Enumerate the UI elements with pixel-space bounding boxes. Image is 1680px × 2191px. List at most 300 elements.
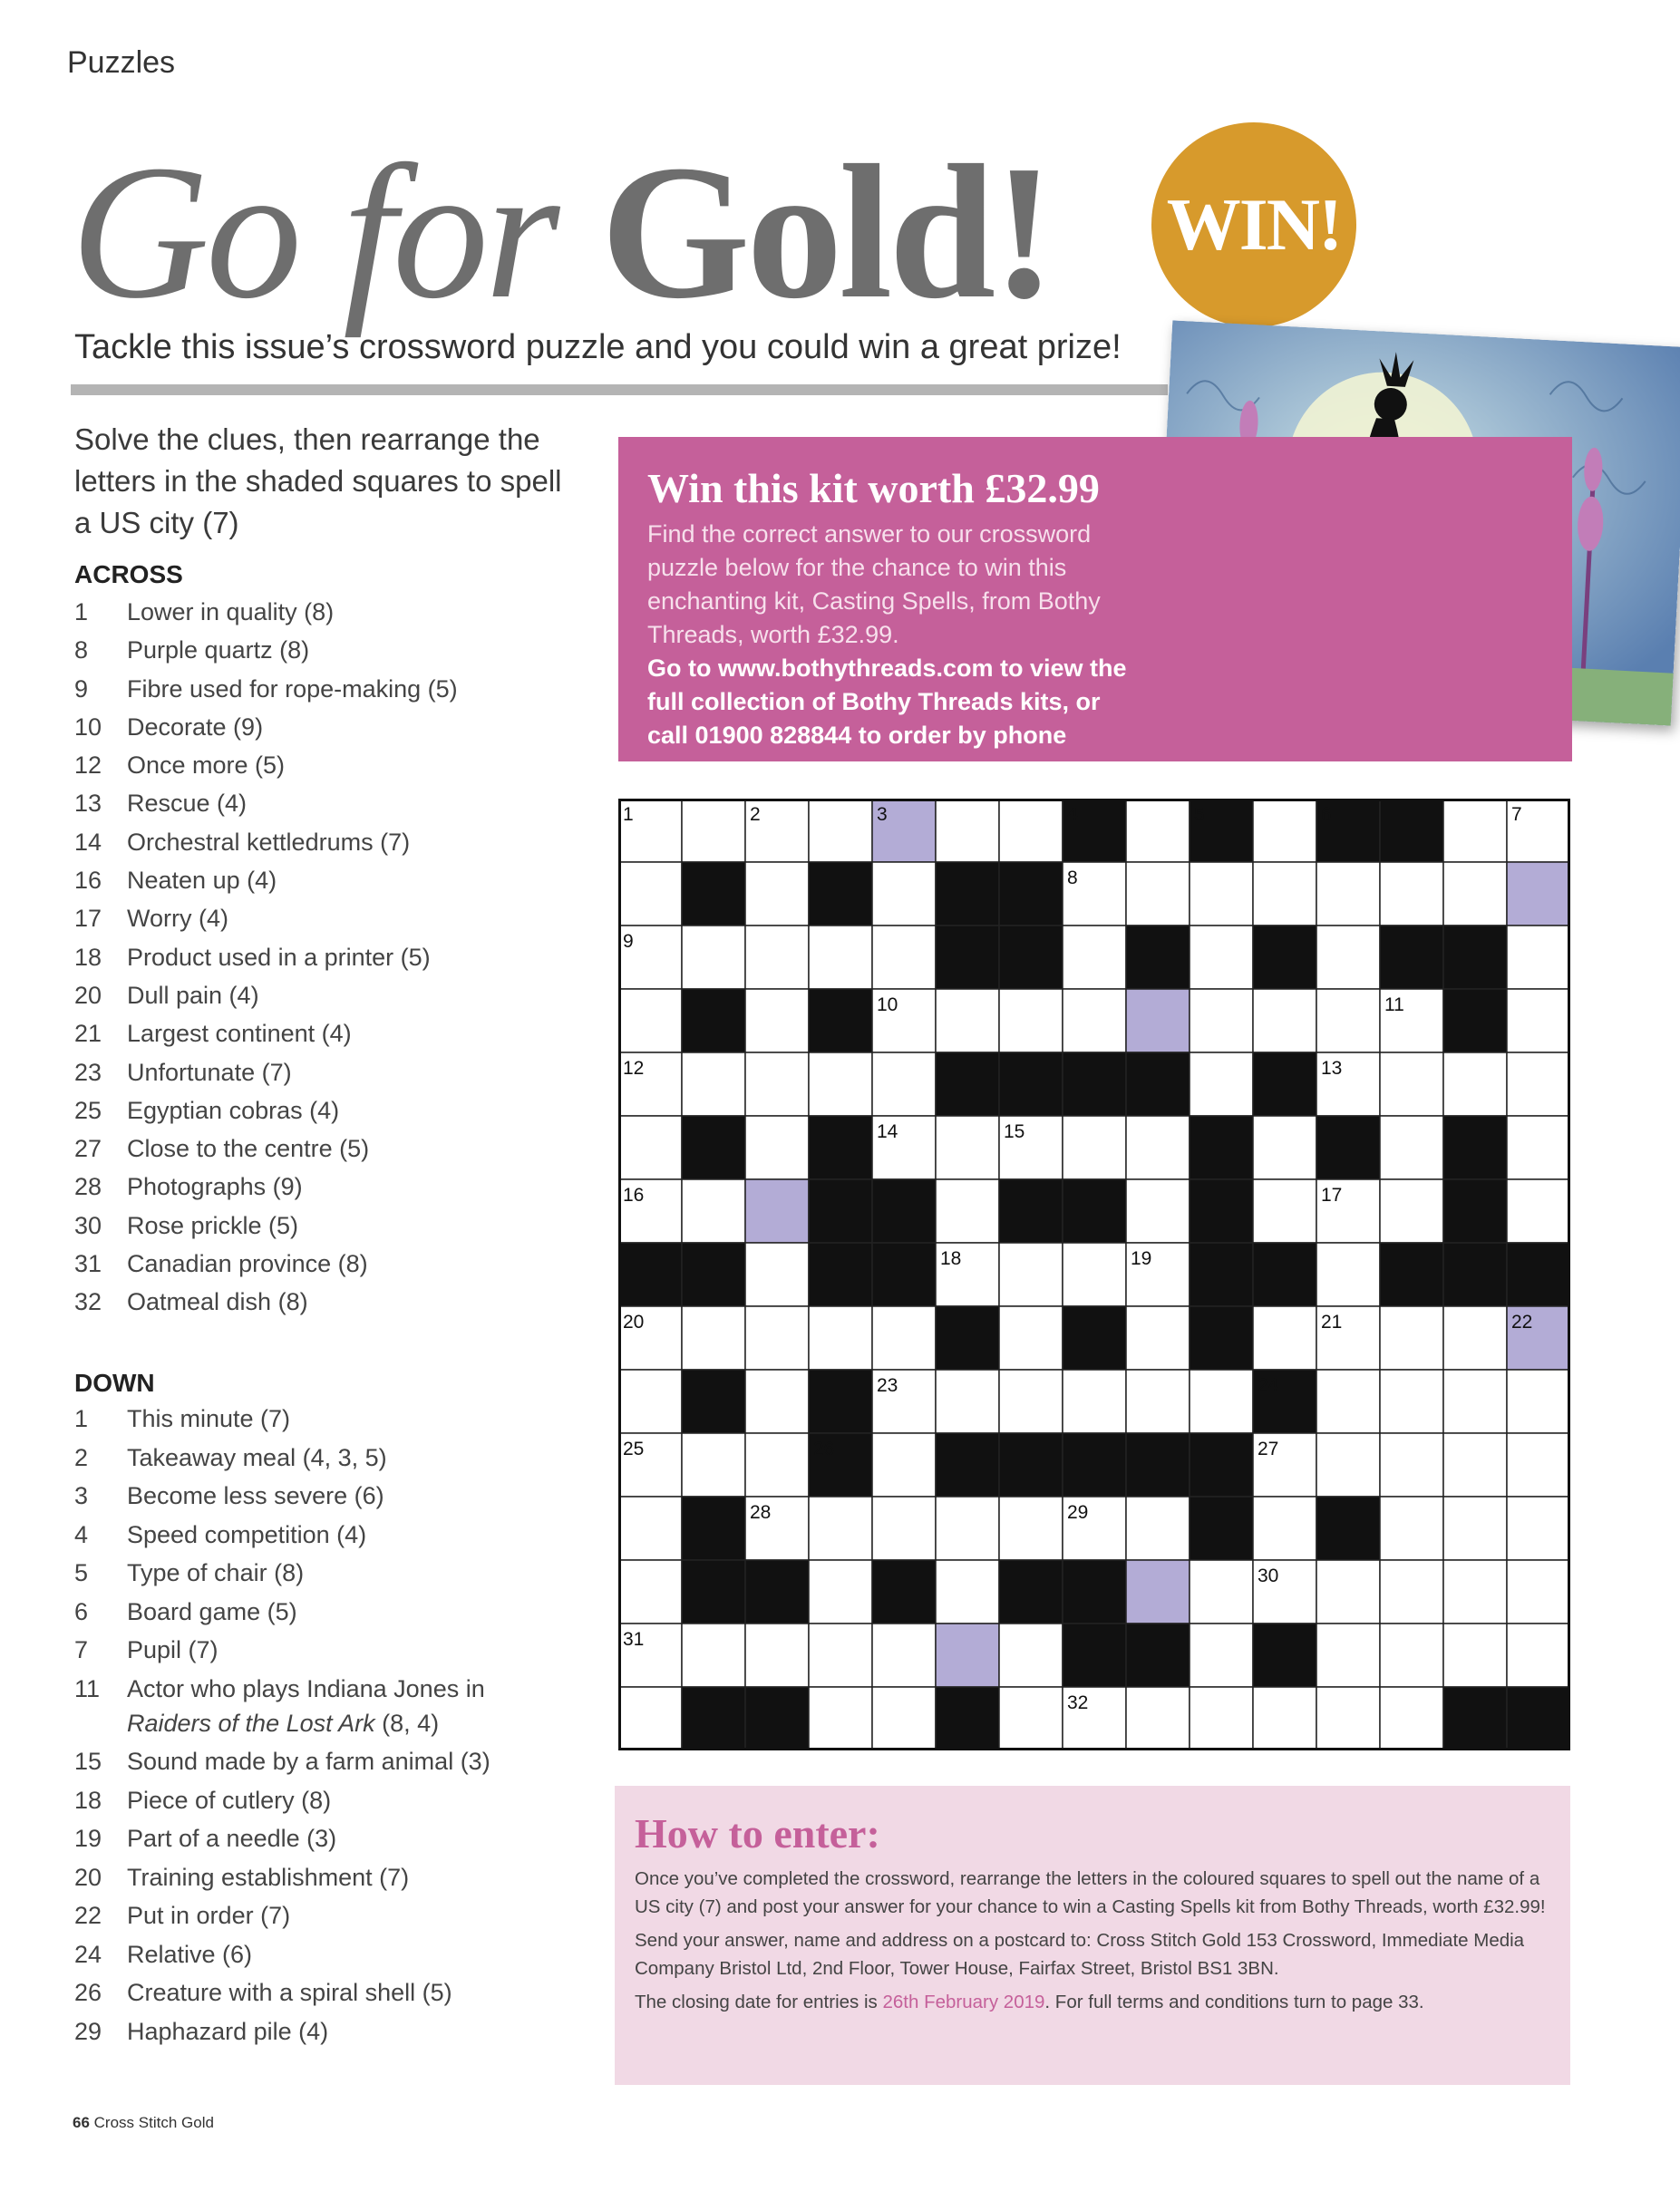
crossword-cell[interactable]: [999, 1497, 1063, 1560]
clue-number: 26: [74, 1979, 102, 2006]
crossword-cell[interactable]: [1126, 1179, 1190, 1243]
clue-text: Rose prickle (5): [127, 1211, 299, 1239]
across-clue-20: [74, 976, 582, 1014]
crossword-cell[interactable]: [1380, 1687, 1443, 1750]
crossword-cell[interactable]: [745, 926, 809, 989]
clue-text: Product used in a printer (5): [127, 943, 431, 971]
clue-number: 22: [74, 1902, 102, 1929]
crossword-cell[interactable]: [1316, 1687, 1380, 1750]
clue-number: 30: [74, 1211, 102, 1239]
down-clue-7: [74, 1633, 582, 1667]
enter-address: Send your answer, name and address on a postcard to: Cross Stitch Gold 153 Crossword, Immediate Media Company Bristol Ltd, 2nd Floor, Tower House, Fairfax Street, Bristol BS1 3BN.: [635, 1930, 1525, 1979]
crossword-number: 7: [1511, 804, 1522, 825]
crossword-block: [1443, 989, 1507, 1052]
crossword-cell[interactable]: [1380, 1179, 1443, 1243]
crossword-block: [1507, 1687, 1570, 1750]
crossword-block: [682, 862, 745, 926]
crossword-number: 13: [1321, 1058, 1343, 1079]
crossword-block: [936, 1306, 999, 1370]
across-clues: [74, 560, 582, 1322]
page-title: [71, 125, 1053, 338]
crossword-number: 32: [1067, 1692, 1089, 1713]
across-clue-21: [74, 1014, 582, 1052]
crossword-cell[interactable]: [1190, 1052, 1253, 1116]
crossword-cell[interactable]: [745, 1433, 809, 1497]
across-clue-28: [74, 1168, 582, 1206]
crossword-cell[interactable]: [809, 926, 872, 989]
crossword-cell[interactable]: [999, 1243, 1063, 1306]
crossword-cell[interactable]: [809, 1687, 872, 1750]
enter-closing-date: [635, 1988, 1550, 2016]
crossword-cell[interactable]: [1443, 1560, 1507, 1624]
crossword-cell[interactable]: [809, 1052, 872, 1116]
across-clue-1: [74, 593, 582, 631]
clue-text: Takeaway meal (4, 3, 5): [127, 1443, 387, 1471]
crossword-cell[interactable]: [999, 1687, 1063, 1750]
crossword-block: [1253, 1052, 1316, 1116]
crossword-cell[interactable]: [618, 1560, 682, 1624]
crossword-number: 11: [1384, 994, 1404, 1015]
title-bold: Gold!: [600, 125, 1053, 338]
down-clue-19: [74, 1821, 582, 1856]
crossword-number: 12: [623, 1058, 645, 1079]
crossword-number: 24: [1258, 1375, 1279, 1396]
crossword-cell[interactable]: [1380, 1433, 1443, 1497]
clue-text: Part of a needle (3): [127, 1825, 337, 1852]
crossword-cell[interactable]: [1063, 1243, 1126, 1306]
crossword-block: [1190, 1497, 1253, 1560]
crossword-cell[interactable]: [1380, 1624, 1443, 1687]
crossword-cell[interactable]: [1380, 1052, 1443, 1116]
clue-text: Photographs (9): [127, 1173, 303, 1201]
crossword-cell[interactable]: [1126, 799, 1190, 862]
crossword-cell[interactable]: [1380, 1560, 1443, 1624]
intro-text: Solve the clues, then rearrange the letters in the shaded squares to spell a US city (7): [74, 422, 562, 539]
crossword-cell[interactable]: [872, 1052, 936, 1116]
crossword-cell[interactable]: [745, 1624, 809, 1687]
across-clue-25: [74, 1091, 582, 1129]
across-clue-31: [74, 1245, 582, 1283]
crossword-block: [1316, 1497, 1380, 1560]
crossword-number: 29: [1067, 1502, 1089, 1523]
closing-date: 26th February 2019: [882, 1992, 1045, 2012]
crossword-cell[interactable]: [1126, 1497, 1190, 1560]
win-badge: WIN!: [1151, 122, 1356, 327]
clue-text: This minute (7): [127, 1405, 291, 1432]
crossword-block: [872, 1243, 936, 1306]
crossword-cell[interactable]: [999, 1306, 1063, 1370]
crossword-cell[interactable]: [936, 1560, 999, 1624]
crossword-block: [1126, 1052, 1190, 1116]
crossword-cell[interactable]: [1507, 1560, 1570, 1624]
crossword-cell[interactable]: [1063, 989, 1126, 1052]
crossword-cell[interactable]: [999, 1370, 1063, 1433]
crossword-cell[interactable]: [872, 1306, 936, 1370]
crossword-cell[interactable]: [1316, 1560, 1380, 1624]
crossword-cell[interactable]: [1316, 1624, 1380, 1687]
crossword-cell[interactable]: [682, 799, 745, 862]
crossword-cell[interactable]: [999, 1624, 1063, 1687]
crossword-cell[interactable]: [1316, 926, 1380, 989]
crossword-cell[interactable]: [936, 1497, 999, 1560]
crossword-cell[interactable]: [682, 1433, 745, 1497]
crossword-block: [809, 1370, 872, 1433]
down-clue-15: [74, 1744, 582, 1779]
crossword-grid[interactable]: [618, 799, 1570, 1750]
crossword-cell[interactable]: [1190, 862, 1253, 926]
down-heading: DOWN: [74, 1369, 155, 1397]
crossword-cell[interactable]: [682, 1306, 745, 1370]
clue-text: Once more (5): [127, 751, 286, 780]
crossword-number: 17: [1321, 1185, 1343, 1206]
crossword-block: [682, 1560, 745, 1624]
prize-title: Win this kit worth £32.99: [647, 465, 1100, 511]
crossword-cell[interactable]: [1253, 1306, 1316, 1370]
crossword-cell[interactable]: [1380, 1116, 1443, 1179]
clue-number: 1: [74, 598, 89, 625]
crossword-cell[interactable]: [745, 1116, 809, 1179]
how-to-enter-title: How to enter:: [635, 1810, 880, 1857]
crossword-number: 8: [1067, 868, 1078, 888]
crossword-cell[interactable]: [1190, 989, 1253, 1052]
crossword-number: 25: [623, 1439, 645, 1459]
crossword-block: [1063, 1433, 1126, 1497]
divider-rule: [71, 384, 1168, 395]
crossword-number: 5: [1194, 804, 1205, 825]
down-clue-22: [74, 1898, 582, 1933]
clue-text-main: Actor who plays Indiana Jones in: [127, 1674, 485, 1702]
crossword-block: [682, 1687, 745, 1750]
clue-text: Unfortunate (7): [127, 1058, 292, 1086]
crossword-cell[interactable]: [1380, 1497, 1443, 1560]
crossword-cell[interactable]: [1316, 862, 1380, 926]
crossword-cell[interactable]: [1443, 1052, 1507, 1116]
crossword-cell[interactable]: [809, 1560, 872, 1624]
prize-description: Find the correct answer to our crossword puzzle below for the chance to win this enchanting kit, Casting Spells, from Bothy Threads, worth £32.99.: [647, 520, 1101, 648]
crossword-block: [1380, 799, 1443, 862]
crossword-block: [936, 1687, 999, 1750]
crossword-number: 26: [813, 1439, 835, 1459]
crossword-cell[interactable]: [1507, 1179, 1570, 1243]
crossword-cell[interactable]: [1063, 926, 1126, 989]
clue-text: Sound made by a farm animal (3): [127, 1748, 490, 1775]
crossword-block: [999, 926, 1063, 989]
down-clue-3: [74, 1478, 582, 1513]
down-clue-18: [74, 1783, 582, 1818]
crossword-cell[interactable]: [1443, 799, 1507, 862]
crossword-cell[interactable]: [618, 989, 682, 1052]
crossword-block: [1126, 926, 1190, 989]
crossword-cell[interactable]: [1507, 1052, 1570, 1116]
clue-text: Pupil (7): [127, 1636, 218, 1663]
down-clue-5: [74, 1556, 582, 1590]
across-clue-30: [74, 1207, 582, 1245]
crossword-cell[interactable]: [618, 1370, 682, 1433]
crossword-number: 14: [877, 1121, 898, 1142]
crossword-cell[interactable]: [1443, 1497, 1507, 1560]
crossword-cell[interactable]: [1063, 1370, 1126, 1433]
crossword-cell[interactable]: [1253, 799, 1316, 862]
across-clue-27: [74, 1129, 582, 1168]
clue-text: Board game (5): [127, 1597, 297, 1625]
crossword-number: 16: [623, 1185, 645, 1206]
crossword-block: [1507, 1243, 1570, 1306]
crossword-cell[interactable]: [1316, 1370, 1380, 1433]
crossword-cell[interactable]: [999, 799, 1063, 862]
crossword-cell[interactable]: [1443, 1433, 1507, 1497]
down-clue-2: [74, 1440, 582, 1475]
clue-number: 1: [74, 1405, 89, 1432]
crossword-block: [682, 1243, 745, 1306]
clue-number: 15: [74, 1748, 102, 1775]
crossword-block: [745, 1687, 809, 1750]
crossword-block: [809, 862, 872, 926]
crossword-cell[interactable]: [1190, 1370, 1253, 1433]
crossword-cell[interactable]: [936, 989, 999, 1052]
clue-text: Type of chair (8): [127, 1559, 305, 1586]
crossword-cell[interactable]: [745, 1370, 809, 1433]
crossword-cell[interactable]: [1507, 1497, 1570, 1560]
crossword-number: 15: [1004, 1121, 1025, 1142]
crossword-cell[interactable]: [745, 1052, 809, 1116]
crossword-block: [745, 1560, 809, 1624]
crossword-block: [999, 1433, 1063, 1497]
crossword-cell[interactable]: [618, 862, 682, 926]
crossword-cell[interactable]: [1253, 1116, 1316, 1179]
clue-number: 18: [74, 943, 102, 971]
clue-text: Oatmeal dish (8): [127, 1288, 308, 1316]
crossword-cell[interactable]: [1380, 1370, 1443, 1433]
crossword-cell[interactable]: [1443, 1370, 1507, 1433]
subtitle: Tackle this issue’s crossword puzzle and you could win a great prize!: [74, 328, 1122, 366]
crossword-block: [809, 989, 872, 1052]
clue-text-italic: Raiders of the Lost Ark: [127, 1709, 375, 1737]
down-clue-1: [74, 1401, 582, 1436]
crossword-cell[interactable]: [1316, 989, 1380, 1052]
crossword-block: [936, 862, 999, 926]
clue-text: Egyptian cobras (4): [127, 1096, 340, 1124]
crossword-block: [872, 1560, 936, 1624]
clue-number: 32: [74, 1288, 102, 1316]
crossword-cell[interactable]: [1380, 1306, 1443, 1370]
clue-text: [127, 1672, 485, 1740]
crossword-cell[interactable]: [1126, 1116, 1190, 1179]
crossword-shaded-cell[interactable]: [936, 1624, 999, 1687]
clue-text: Largest continent (4): [127, 1020, 352, 1048]
crossword-cell[interactable]: [1126, 1687, 1190, 1750]
clue-number: 7: [74, 1636, 89, 1663]
clue-text-suffix: (8, 4): [374, 1709, 440, 1737]
crossword-cell[interactable]: [682, 926, 745, 989]
clue-text: Become less severe (6): [127, 1482, 384, 1509]
crossword-cell[interactable]: [936, 799, 999, 862]
crossword-cell[interactable]: [682, 1179, 745, 1243]
crossword-block: [1190, 1433, 1253, 1497]
crossword-number: 10: [877, 994, 898, 1015]
crossword-cell[interactable]: [872, 1433, 936, 1497]
clue-text: Speed competition (4): [127, 1520, 367, 1548]
crossword-cell[interactable]: [1507, 1433, 1570, 1497]
crossword-number: 1: [623, 804, 634, 825]
crossword-number: 27: [1258, 1439, 1279, 1459]
crossword-cell[interactable]: [682, 1624, 745, 1687]
clue-number: 8: [74, 636, 89, 664]
crossword-block: [1316, 1116, 1380, 1179]
clue-number: 13: [74, 790, 102, 818]
crossword-block: [682, 1497, 745, 1560]
crossword-cell[interactable]: [872, 862, 936, 926]
crossword-cell[interactable]: [809, 1497, 872, 1560]
crossword-cell[interactable]: [1380, 862, 1443, 926]
crossword-block: [1253, 926, 1316, 989]
crossword-number: 4: [1067, 804, 1078, 825]
crossword-cell[interactable]: [1507, 1370, 1570, 1433]
crossword-block: [999, 1052, 1063, 1116]
clue-number: 28: [74, 1173, 102, 1201]
clue-number: 29: [74, 2017, 102, 2045]
crossword-cell[interactable]: [872, 1687, 936, 1750]
clue-number: 18: [74, 1786, 102, 1814]
crossword-cell[interactable]: [745, 1306, 809, 1370]
crossword-cell[interactable]: [1507, 989, 1570, 1052]
clue-text: Neaten up (4): [127, 867, 277, 895]
title-italic: Go for: [71, 125, 557, 338]
section-label: Puzzles: [67, 45, 176, 80]
across-clue-12: [74, 746, 582, 784]
crossword-block: [1190, 1116, 1253, 1179]
down-clue-26: [74, 1975, 582, 2010]
across-clue-list: [74, 593, 582, 1322]
clue-number: 9: [74, 674, 89, 703]
clue-number: 19: [74, 1825, 102, 1852]
crossword-number: 19: [1131, 1248, 1152, 1269]
crossword-cell[interactable]: [682, 1052, 745, 1116]
crossword-cell[interactable]: [1443, 1624, 1507, 1687]
crossword-block: [1063, 1624, 1126, 1687]
crossword-cell[interactable]: [745, 862, 809, 926]
crossword-cell[interactable]: [745, 989, 809, 1052]
crossword-cell[interactable]: [618, 1116, 682, 1179]
page-footer: [73, 2114, 214, 2132]
clue-text: Haphazard pile (4): [127, 2017, 329, 2045]
crossword-block: [809, 1179, 872, 1243]
crossword-cell[interactable]: [1126, 1306, 1190, 1370]
down-clue-24: [74, 1937, 582, 1972]
crossword-cell[interactable]: [809, 1624, 872, 1687]
crossword-cell[interactable]: [809, 799, 872, 862]
clue-number: 31: [74, 1250, 102, 1278]
crossword-number: 2: [750, 804, 761, 825]
clue-text: Piece of cutlery (8): [127, 1786, 332, 1814]
crossword-cell[interactable]: [1507, 926, 1570, 989]
crossword-cell[interactable]: [872, 1497, 936, 1560]
crossword-block: [1443, 926, 1507, 989]
clue-number: 12: [74, 751, 102, 780]
crossword-cell[interactable]: [1190, 1560, 1253, 1624]
crossword-block: [682, 1116, 745, 1179]
crossword-cell[interactable]: [872, 1624, 936, 1687]
crossword-number: 31: [623, 1629, 645, 1650]
down-clue-6: [74, 1595, 582, 1629]
crossword-cell[interactable]: [1063, 1116, 1126, 1179]
crossword-cell[interactable]: [1443, 862, 1507, 926]
crossword-block: [1063, 1179, 1126, 1243]
across-clue-16: [74, 861, 582, 899]
crossword-block: [1253, 1243, 1316, 1306]
crossword-cell[interactable]: [745, 1243, 809, 1306]
crossword-cell[interactable]: [872, 926, 936, 989]
across-clue-10: [74, 708, 582, 746]
across-clue-8: [74, 631, 582, 669]
clue-text: Lower in quality (8): [127, 598, 335, 625]
crossword-cell[interactable]: [936, 1179, 999, 1243]
clue-text: Creature with a spiral shell (5): [127, 1979, 452, 2006]
crossword-block: [1443, 1687, 1507, 1750]
crossword-block: [999, 1179, 1063, 1243]
closing-text-after: . For full terms and conditions turn to page 33.: [1044, 1992, 1424, 2012]
crossword-block: [872, 1179, 936, 1243]
crossword-cell[interactable]: [999, 989, 1063, 1052]
across-clue-32: [74, 1283, 582, 1321]
crossword-cell[interactable]: [1253, 1497, 1316, 1560]
crossword-cell[interactable]: [1190, 1687, 1253, 1750]
crossword-cell[interactable]: [1253, 1687, 1316, 1750]
crossword-shaded-cell[interactable]: [1126, 1560, 1190, 1624]
crossword-cell[interactable]: [1190, 926, 1253, 989]
crossword-shaded-cell[interactable]: [745, 1179, 809, 1243]
crossword-cell[interactable]: [1316, 1433, 1380, 1497]
clue-text: Put in order (7): [127, 1902, 291, 1929]
crossword-cell[interactable]: [809, 1306, 872, 1370]
crossword-cell[interactable]: [1316, 1243, 1380, 1306]
crossword-cell[interactable]: [1507, 1116, 1570, 1179]
crossword-cell[interactable]: [1507, 1624, 1570, 1687]
crossword-block: [999, 1560, 1063, 1624]
crossword-block: [809, 1116, 872, 1179]
clue-number: 5: [74, 1559, 89, 1586]
clue-number: 24: [74, 1940, 102, 1968]
across-clue-9: [74, 670, 582, 708]
crossword-block: [1190, 1306, 1253, 1370]
across-clue-14: [74, 823, 582, 861]
down-clue-29: [74, 2014, 582, 2049]
clue-number: 25: [74, 1096, 102, 1124]
clue-number: 23: [74, 1058, 102, 1086]
crossword-cell[interactable]: [1190, 1624, 1253, 1687]
down-clues: [74, 1369, 582, 2052]
clue-text: Decorate (9): [127, 713, 264, 741]
clue-number: 10: [74, 713, 102, 741]
crossword-shaded-cell[interactable]: [1507, 862, 1570, 926]
crossword-cell[interactable]: [618, 1687, 682, 1750]
crossword-cell[interactable]: [936, 1116, 999, 1179]
crossword-cell[interactable]: [1253, 1179, 1316, 1243]
clue-number: 20: [74, 1863, 102, 1891]
down-clue-20: [74, 1860, 582, 1895]
crossword-cell[interactable]: [1253, 862, 1316, 926]
crossword-cell[interactable]: [936, 1370, 999, 1433]
crossword-number: 18: [940, 1248, 962, 1269]
crossword-block: [999, 862, 1063, 926]
crossword-cell[interactable]: [1253, 989, 1316, 1052]
crossword-cell[interactable]: [618, 1497, 682, 1560]
crossword-cell[interactable]: [1126, 1370, 1190, 1433]
crossword-cell[interactable]: [1443, 1306, 1507, 1370]
crossword-shaded-cell[interactable]: [1126, 989, 1190, 1052]
crossword-cell[interactable]: [1126, 862, 1190, 926]
down-clue-4: [74, 1517, 582, 1552]
clue-text: Orchestral kettledrums (7): [127, 828, 411, 856]
